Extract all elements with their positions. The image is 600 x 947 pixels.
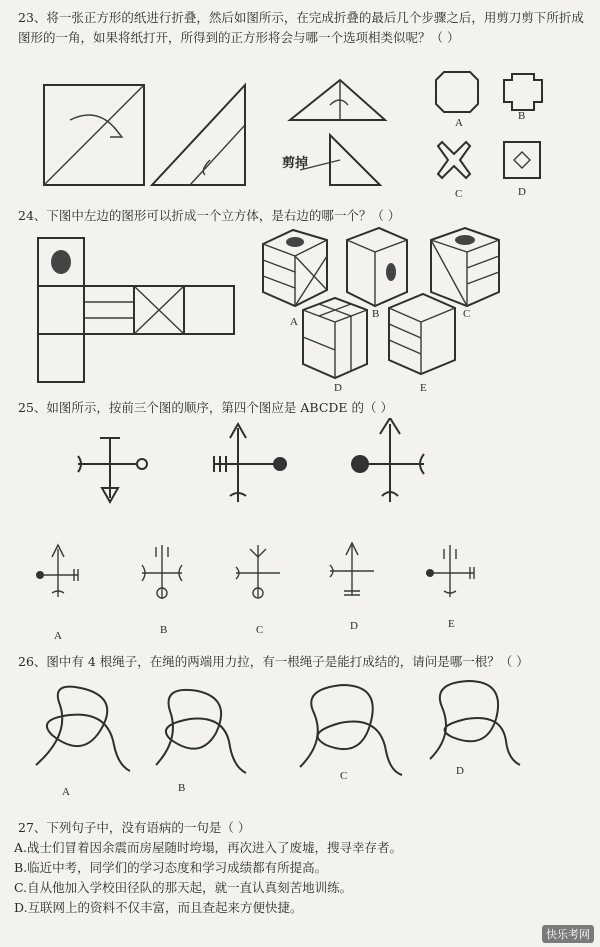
q23-folding-figure [40, 75, 400, 195]
q27-option-a: A.战士们冒着因余震而房屋随时垮塌，再次进入了废墟，搜寻幸存者。 [14, 840, 403, 855]
q23-cut-label: 剪掉 [282, 155, 309, 170]
q26-option-a-label: A [62, 786, 70, 798]
q24-option-d-label: D [334, 382, 342, 394]
question-26-text: 26、图中有 4 根绳子，在绳的两端用力拉，有一根绳子是能打成结的，请问是哪一根？（ ） [18, 654, 529, 669]
watermark: 快乐考网 [542, 925, 594, 943]
q24-cube-options [255, 222, 555, 392]
q23-option-shapes [430, 62, 560, 197]
question-25-text: 25、如图所示，按前三个图的顺序，第四个图应是 ABCDE 的（ ） [18, 400, 393, 415]
q24-cube-net [34, 232, 239, 387]
q25-option-b-label: B [160, 624, 168, 636]
q24-option-a-label: A [290, 316, 298, 328]
q25-option-a-label: A [54, 630, 62, 642]
q27-option-c: C.自从他加入学校田径队的那天起，就一直认真刻苦地训练。 [14, 880, 353, 895]
question-24-text: 24、下图中左边的图形可以折成一个立方体，是右边的哪一个？（ ） [18, 208, 401, 223]
q25-option-figures [30, 535, 500, 615]
q23-option-a-label: A [455, 117, 463, 129]
q25-option-c-label: C [256, 624, 264, 636]
q24-option-e-label: E [420, 382, 427, 394]
q24-option-b-label: B [372, 308, 380, 320]
q26-rope-figures [30, 675, 530, 785]
q25-option-d-label: D [350, 620, 358, 632]
question-23-text: 23、将一张正方形的纸进行折叠，然后如图所示，在完成折叠的最后几个步骤之后，用剪刀剪下所折成图形的一角，如果将纸打开，所得到的正方形将会与哪一个选项相类似呢？（ ） [18, 10, 584, 45]
q25-sequence-figures [70, 418, 440, 518]
q27-option-b: B.临近中考，同学们的学习态度和学习成绩都有所提高。 [14, 860, 328, 875]
q27-option-d: D.互联网上的资料不仅丰富，而且查起来方便快捷。 [14, 900, 303, 915]
question-27-text: 27、下列句子中，没有语病的一句是（ ） [18, 820, 251, 835]
q23-option-b-label: B [518, 110, 526, 122]
q24-option-c-label: C [463, 308, 471, 320]
q25-option-e-label: E [448, 618, 455, 630]
q26-option-b-label: B [178, 782, 186, 794]
q23-option-d-label: D [518, 186, 526, 198]
q26-option-d-label: D [456, 765, 464, 777]
q23-option-c-label: C [455, 188, 463, 200]
q26-option-c-label: C [340, 770, 348, 782]
